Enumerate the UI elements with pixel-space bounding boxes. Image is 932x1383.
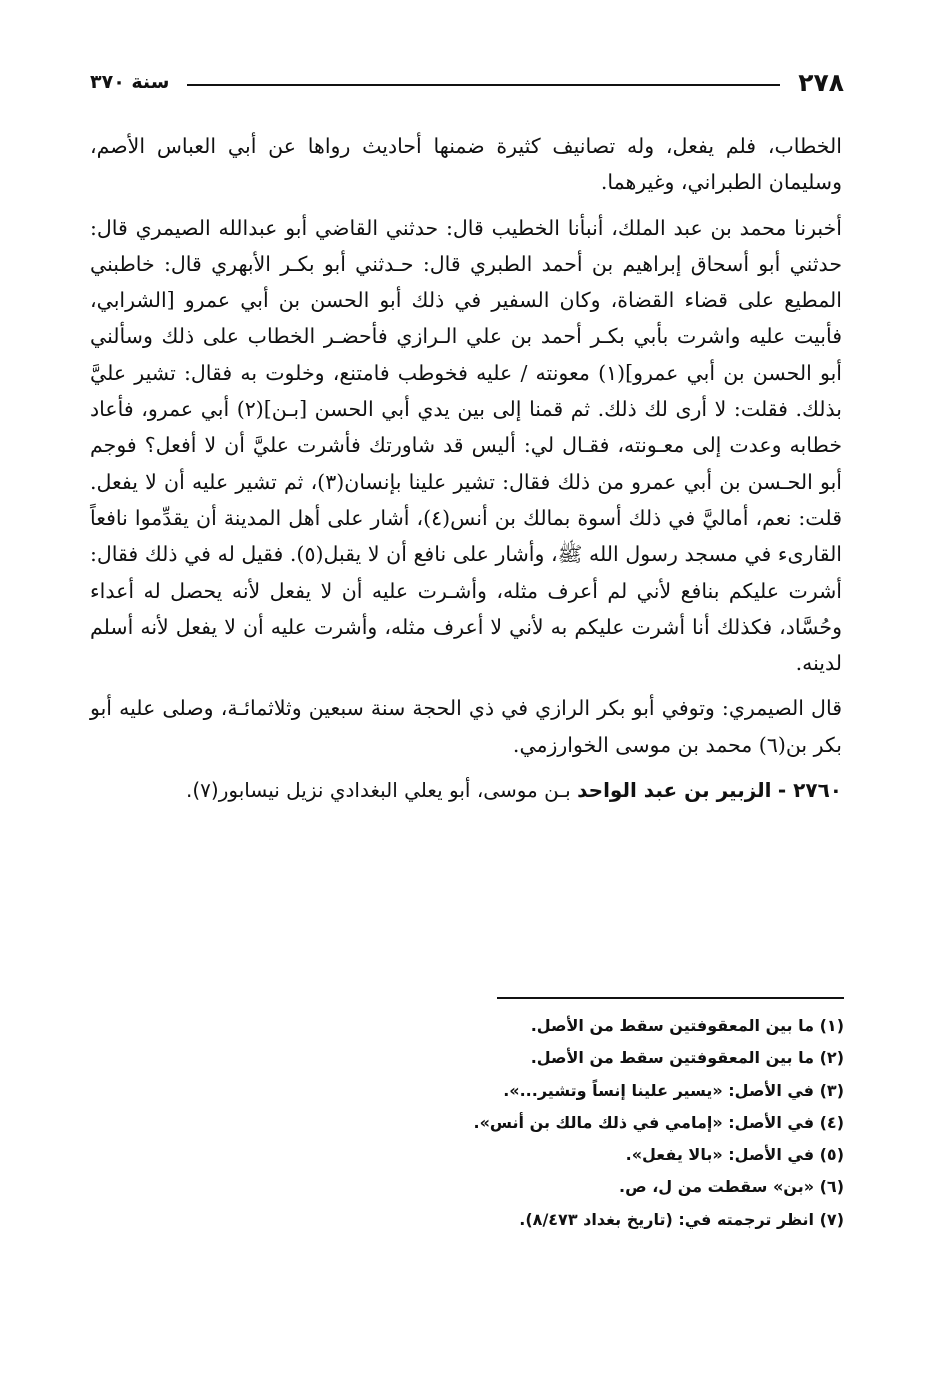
entry-number: ٢٧٦٠ -: [777, 778, 842, 803]
footnote-rule: [497, 997, 844, 999]
paragraph-2: أخبرنا محمد بن عبد الملك، أنبأنا الخطيب قال: حدثني القاضي أبو عبدالله الصيمري قال: حدثني أبو أسحاق إبراهيم بن أحمد الطبري قال: حـدثني أبو بكـر الأبهري قال: خاطبني المطيع على قضاء القضاة، وكان السفير في ذلك أبو الحسن بن أبي عمرو [الشرابي، فأبيت عليه واشرت بأبي بكـر أحمد بن علي الـرازي فأحضـر الخطاب على ذلك وسألني أبو الحسن بن أبي عمرو](١) معونته / عليه فخوطب فامتنع، وخلوت به فقال: تشير عليَّ بذلك. فقلت: لا أرى لك ذلك. ثم قمنا إلى بين يدي أبي الحسن [بـن](٢) أبي عمرو، فأعاد خطابه وعدت إلى معـونته، فقـال لي: أليس قد شاورتك فأشرت عليَّ أن لا أفعل؟ فوجم أبو الحـسن بن أبي عمرو من ذلك فقال: تشير علينا بإنسان(٣)، ثم تشير عليه أن لا يفعل. قلت: نعم، أماليَّ في ذلك أسوة بمالك بن أنس(٤)، أشار على أهل المدينة أن يقدِّموا نافعاً القارىء في مسجد رسول الله ﷺ، وأشار على نافع أن لا يقبل(٥). فقيل له في ذلك فقال: أشرت عليكم بنافع لأني لم أعرف مثله، وأشـرت عليه أن لا يفعل لأنه يحصل له أعداء وحُسَّاد، فكذلك أنا أشرت عليكم به لأني لا أعرف مثله، وأشرت عليه أن لا يفعل لأنه أسلم لدينه.: [90, 215, 843, 676]
main-text: [90, 128, 842, 808]
biography-entry: [90, 772, 842, 808]
header-rule: [187, 84, 780, 86]
page-header: [90, 62, 844, 102]
running-head-year: سنة ٣٧٠: [90, 71, 170, 93]
footnote: (٢) ما بين المعقوفتين سقط من الأصل.: [530, 1048, 844, 1068]
footnotes: [90, 1010, 844, 1236]
entry-name: الزبير بن عبد الواحد: [577, 778, 772, 803]
footnote: (١) ما بين المعقوفتين سقط من الأصل.: [530, 1016, 844, 1035]
page-number: ٢٧٨: [798, 67, 844, 97]
entry-description: بـن موسى، أبو يعلي البغدادي نزيل نيسابور(٧).: [185, 778, 578, 803]
footnote: (٧) انظر ترجمته في: (تاريخ بغداد ٨/٤٧٣).: [519, 1209, 844, 1229]
footnote: (٣) في الأصل: «يسير علينا إنساً وتشير...».: [503, 1080, 844, 1100]
paragraph-1: الخطاب، فلم يفعل، وله تصانيف كثيرة ضمنها أحاديث رواها عن أبي العباس الأصم، وسليمان الطبراني، وغيرهما.: [90, 134, 842, 195]
footnote: (٤) في الأصل: «إمامي في ذلك مالك بن أنس».: [473, 1112, 844, 1132]
footnote: (٥) في الأصل: «بالا يفعل».: [625, 1145, 844, 1165]
footnote: (٦) «بن» سقطت من ل، ص.: [619, 1177, 844, 1197]
paragraph-3: قال الصيمري: وتوفي أبو بكر الرازي في ذي الحجة سنة سبعين وثلاثمائـة، وصلى عليه أبو بكر بن(٦) محمد بن موسى الخوارزمي.: [90, 696, 842, 757]
